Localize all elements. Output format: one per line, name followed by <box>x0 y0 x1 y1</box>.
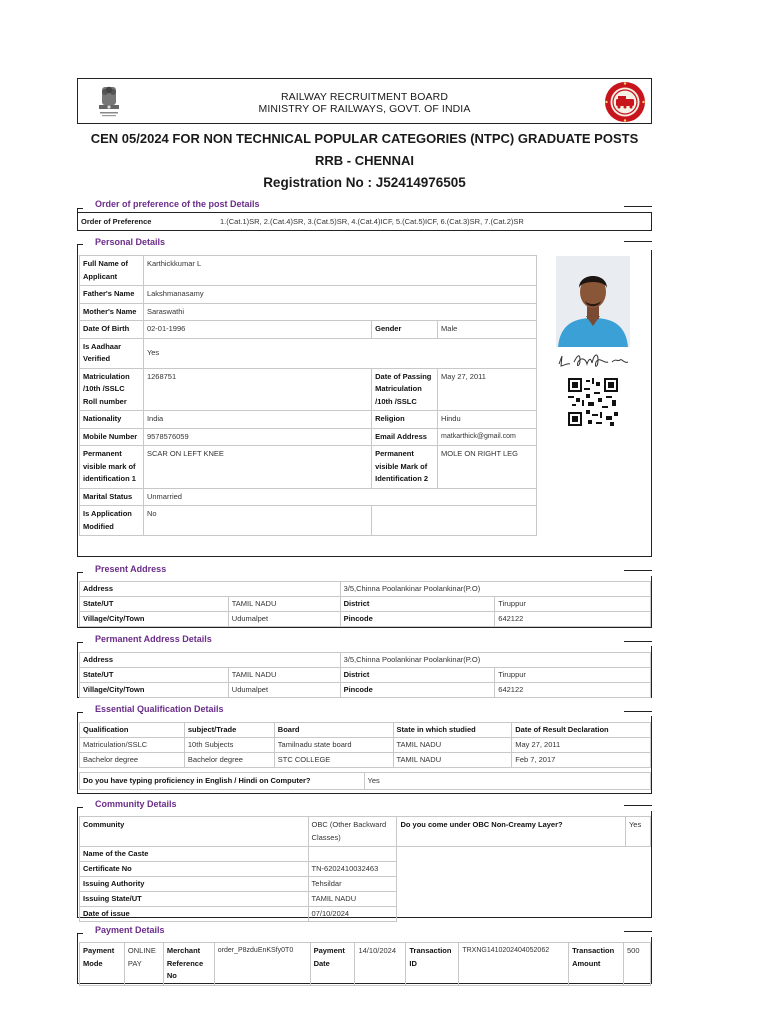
table-row <box>80 506 537 536</box>
pincode-label: Pincode <box>340 683 495 698</box>
qr-code <box>568 378 618 426</box>
rrb-name: RRB - CHENNAI <box>315 153 414 168</box>
mark2-value: MOLE ON RIGHT LEG <box>438 446 537 489</box>
matric-roll-label: Matriculation /10th /SSLC Roll number <box>80 368 144 411</box>
typing-table <box>79 772 651 790</box>
column-header: subject/Trade <box>184 723 274 738</box>
permanent-address-table <box>79 652 651 698</box>
section-rule <box>624 206 652 207</box>
table-row <box>80 612 651 627</box>
preference-value: 1.(Cat.1)SR, 2.(Cat.4)SR, 3.(Cat.5)SR, 4.(Cat.4)ICF, 5.(Cat.5)ICF, 6.(Cat.3)SR, 7.(Cat.2)SR <box>220 217 524 226</box>
header-box <box>77 78 652 124</box>
district-value: Tiruppur <box>495 668 651 683</box>
column-header: Date of Result Declaration <box>512 723 651 738</box>
mobile-value: 9578576059 <box>143 428 371 446</box>
mother-name-label: Mother's Name <box>80 303 144 321</box>
preference-section-title: Order of preference of the post Details <box>95 199 260 209</box>
payment-date-value: 14/10/2024 <box>355 943 406 986</box>
table-cell: TAMIL NADU <box>393 738 512 753</box>
village-label: Village/City/Town <box>80 612 229 627</box>
community-section-title: Community Details <box>95 799 177 809</box>
payment-date-label: Payment Date <box>310 943 355 986</box>
table-cell: Matriculation/SSLC <box>80 738 185 753</box>
empty-cell <box>397 847 651 922</box>
mark1-value: SCAR ON LEFT KNEE <box>143 446 371 489</box>
dob-value: 02-01-1996 <box>143 321 371 339</box>
aadhaar-label: Is Aadhaar Verified <box>80 338 144 368</box>
state-label: State/UT <box>80 668 229 683</box>
table-row <box>80 597 651 612</box>
address-label: Address <box>80 653 341 668</box>
payment-mode-label: Payment Mode <box>80 943 125 986</box>
gender-value: Male <box>438 321 537 339</box>
pincode-value: 642122 <box>495 683 651 698</box>
table-row <box>80 817 651 847</box>
column-header: Qualification <box>80 723 185 738</box>
table-row <box>80 321 537 339</box>
caste-value <box>308 847 397 862</box>
issuing-state-value: TAMIL NADU <box>308 892 397 907</box>
certificate-value: TN-6202410032463 <box>308 862 397 877</box>
authority-value: Tehsildar <box>308 877 397 892</box>
table-cell: Feb 7, 2017 <box>512 753 651 768</box>
village-value: Udumalpet <box>228 612 340 627</box>
table-row <box>80 368 537 411</box>
qualification-section-title: Essential Qualification Details <box>95 704 224 714</box>
merchant-ref-label: Merchant Reference No <box>163 943 214 986</box>
registration-number: Registration No : J52414976505 <box>263 175 466 190</box>
column-header: Board <box>274 723 393 738</box>
transaction-amount-label: Transaction Amount <box>569 943 624 986</box>
creamy-layer-label: Do you come under OBC Non-Creamy Layer? <box>397 817 626 847</box>
table-row <box>80 582 651 597</box>
table-cell: Bachelor degree <box>184 753 274 768</box>
pincode-value: 642122 <box>495 612 651 627</box>
table-row <box>80 668 651 683</box>
village-value: Udumalpet <box>228 683 340 698</box>
pincode-label: Pincode <box>340 612 495 627</box>
table-row <box>80 303 537 321</box>
permanent-address-section-title: Permanent Address Details <box>95 634 212 644</box>
table-row <box>80 847 651 862</box>
state-label: State/UT <box>80 597 229 612</box>
district-label: District <box>340 668 495 683</box>
marital-value: Unmarried <box>143 488 536 506</box>
typing-value: Yes <box>364 773 650 790</box>
nationality-label: Nationality <box>80 411 144 429</box>
table-header-row <box>80 723 651 738</box>
father-name-value: Lakshmanasamy <box>143 286 536 304</box>
table-cell: TAMIL NADU <box>393 753 512 768</box>
table-row <box>80 428 537 446</box>
caste-label: Name of the Caste <box>80 847 309 862</box>
religion-label: Religion <box>372 411 438 429</box>
signature-image <box>556 350 630 374</box>
preference-box <box>77 212 652 231</box>
table-row <box>80 256 537 286</box>
table-row <box>80 683 651 698</box>
table-row <box>80 738 651 753</box>
applicant-photo <box>556 256 630 347</box>
aadhaar-value: Yes <box>143 338 536 368</box>
certificate-label: Certificate No <box>80 862 309 877</box>
address-label: Address <box>80 582 341 597</box>
transaction-id-value: TRXNG1410202404052062 <box>459 943 569 986</box>
notification-title: CEN 05/2024 FOR NON TECHNICAL POPULAR CATEGORIES (NTPC) GRADUATE POSTS <box>90 131 639 146</box>
table-row <box>80 338 537 368</box>
issue-date-value: 07/10/2024 <box>308 907 397 922</box>
religion-value: Hindu <box>438 411 537 429</box>
section-rule <box>624 711 652 712</box>
table-cell: May 27, 2011 <box>512 738 651 753</box>
modified-label: Is Application Modified <box>80 506 144 536</box>
section-rule <box>624 241 652 242</box>
community-value: OBC (Other Backward Classes) <box>308 817 397 847</box>
table-cell: Bachelor degree <box>80 753 185 768</box>
table-cell: STC COLLEGE <box>274 753 393 768</box>
payment-section-title: Payment Details <box>95 925 165 935</box>
modified-value: No <box>143 506 371 536</box>
table-row <box>80 446 537 489</box>
personal-table <box>79 255 537 536</box>
table-row <box>80 653 651 668</box>
authority-label: Issuing Authority <box>80 877 309 892</box>
state-value: TAMIL NADU <box>228 668 340 683</box>
personal-section-title: Personal Details <box>95 237 166 247</box>
section-rule <box>624 931 652 932</box>
mobile-label: Mobile Number <box>80 428 144 446</box>
district-value: Tiruppur <box>495 597 651 612</box>
transaction-id-label: Transaction ID <box>406 943 459 986</box>
ministry-name: MINISTRY OF RAILWAYS, GOVT. OF INDIA <box>258 103 471 115</box>
empty-cell <box>372 506 537 536</box>
community-table <box>79 816 651 922</box>
matric-date-label: Date of Passing Matriculation /10th /SSLC <box>372 368 438 411</box>
full-name-value: Karthickkumar L <box>143 256 536 286</box>
address-value: 3/5,Chinna Poolankinar Poolankinar(P.O) <box>340 582 650 597</box>
matric-roll-value: 1268751 <box>143 368 371 411</box>
state-value: TAMIL NADU <box>228 597 340 612</box>
table-cell: Tamilnadu state board <box>274 738 393 753</box>
marital-label: Marital Status <box>80 488 144 506</box>
table-row <box>80 773 651 790</box>
district-label: District <box>340 597 495 612</box>
matric-date-value: May 27, 2011 <box>438 368 537 411</box>
table-row <box>80 411 537 429</box>
section-rule <box>624 805 652 806</box>
section-rule <box>624 641 652 642</box>
payment-mode-value: ONLINE PAY <box>124 943 163 986</box>
mother-name-value: Saraswathi <box>143 303 536 321</box>
gender-label: Gender <box>372 321 438 339</box>
community-label: Community <box>80 817 309 847</box>
column-header: State in which studied <box>393 723 512 738</box>
table-row <box>80 943 651 986</box>
indian-railways-logo-icon <box>601 80 649 124</box>
preference-label: Order of Preference <box>81 217 152 226</box>
table-row <box>80 488 537 506</box>
full-name-label: Full Name of Applicant <box>80 256 144 286</box>
village-label: Village/City/Town <box>80 683 229 698</box>
merchant-ref-value: order_P8zduEnKSfy0T0 <box>214 943 310 986</box>
address-value: 3/5,Chinna Poolankinar Poolankinar(P.O) <box>340 653 650 668</box>
present-address-section-title: Present Address <box>95 564 167 574</box>
table-cell: 10th Subjects <box>184 738 274 753</box>
email-value: matkarthick@gmail.com <box>438 428 537 446</box>
dob-label: Date Of Birth <box>80 321 144 339</box>
qualification-table <box>79 722 651 768</box>
email-label: Email Address <box>372 428 438 446</box>
creamy-layer-value: Yes <box>625 817 650 847</box>
issuing-state-label: Issuing State/UT <box>80 892 309 907</box>
present-address-table <box>79 581 651 627</box>
transaction-amount-value: 500 <box>624 943 651 986</box>
payment-table <box>79 942 651 986</box>
section-rule <box>624 570 652 571</box>
table-row <box>80 286 537 304</box>
table-row <box>80 753 651 768</box>
typing-label: Do you have typing proficiency in English / Hindi on Computer? <box>80 773 365 790</box>
nationality-value: India <box>143 411 371 429</box>
mark2-label: Permanent visible Mark of Identification 2 <box>372 446 438 489</box>
issue-date-label: Date of issue <box>80 907 309 922</box>
board-name: RAILWAY RECRUITMENT BOARD <box>280 91 449 103</box>
mark1-label: Permanent visible mark of identification 1 <box>80 446 144 489</box>
father-name-label: Father's Name <box>80 286 144 304</box>
